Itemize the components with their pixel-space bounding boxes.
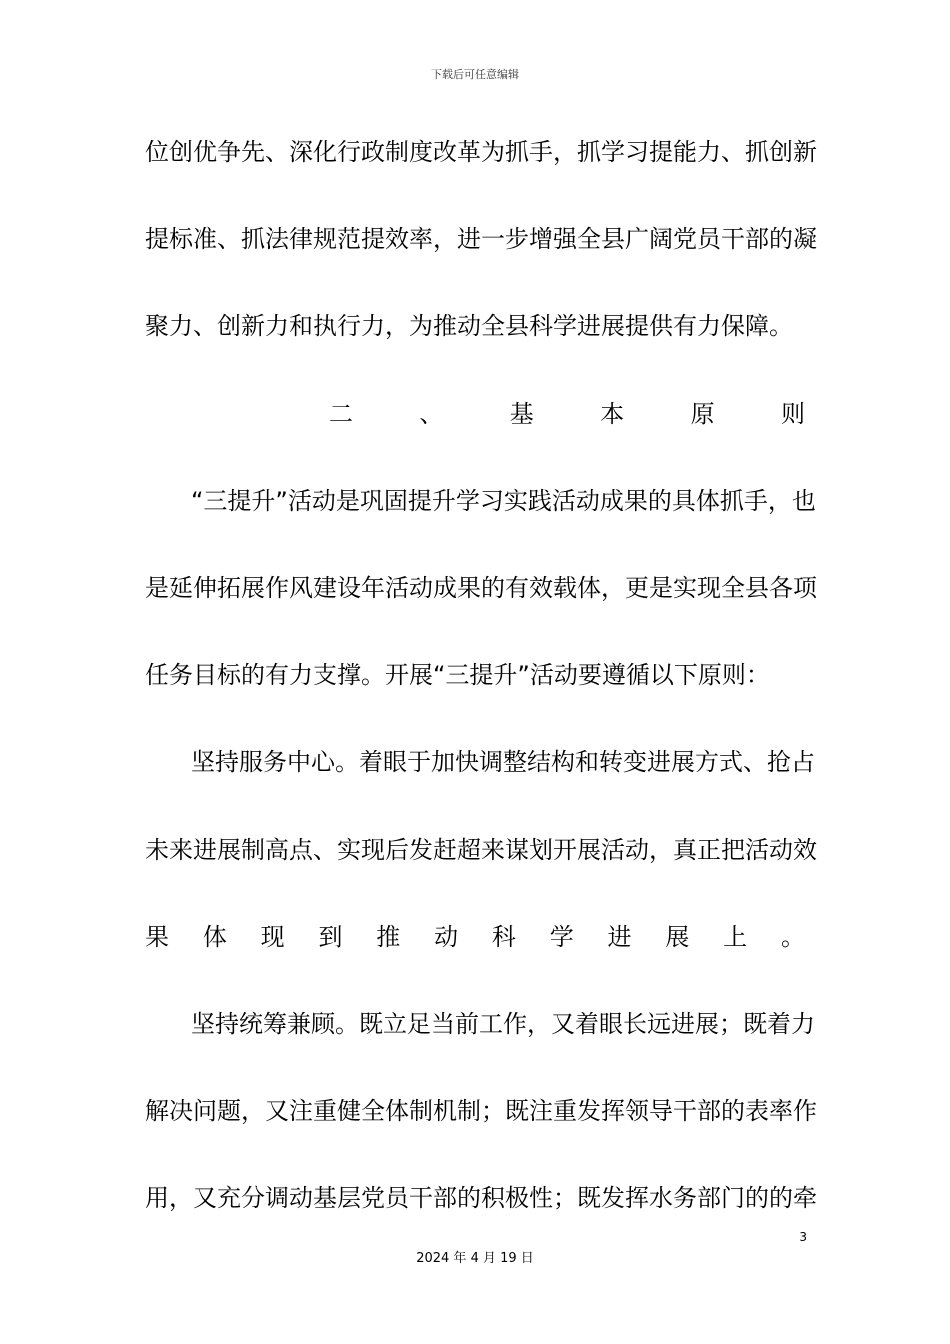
- spread-char: 上: [723, 922, 748, 951]
- spread-char: 展: [665, 922, 690, 951]
- spread-char: 学: [549, 922, 574, 951]
- body-line: “三提升”活动是巩固提升学习实践活动成果的具体抓手，也: [191, 486, 816, 515]
- spread-char: 果: [145, 922, 169, 951]
- spread-char: 推: [376, 922, 401, 951]
- spread-char: 基: [509, 399, 534, 428]
- body-line: 提标准、抓法律规范提效率，进一步增强全县广阔党员干部的凝: [145, 225, 817, 254]
- spread-char: 体: [202, 922, 227, 951]
- spread-char: 则: [780, 399, 805, 428]
- spread-char: 二: [329, 399, 353, 428]
- spread-char: 科: [491, 922, 516, 951]
- body-line: 聚力、创新力和执行力，为推动全县科学进展提供有力保障。: [145, 312, 793, 341]
- spread-char: 本: [600, 399, 625, 428]
- body-line: 解决问题，又注重健全体制机制；既注重发挥领导干部的表率作: [145, 1097, 817, 1126]
- body-line-justified: [145, 913, 805, 1000]
- body-line: 位创优争先、深化行政制度改革为抓手，抓学习提能力、抓创新: [145, 138, 817, 166]
- body-line: 任务目标的有力支撑。开展“三提升”活动要遵循以下原则：: [145, 661, 770, 690]
- spread-char: 现: [260, 922, 285, 951]
- spread-char: 到: [318, 922, 343, 951]
- body-line: 坚持统筹兼顾。既立足当前工作，又着眼长远进展；既着力: [191, 1009, 815, 1038]
- spread-char: 进: [607, 922, 632, 951]
- spread-char: 、: [419, 399, 444, 428]
- page-header: 下载后可任意编辑: [431, 68, 519, 81]
- body-line: 未来进展制高点、实现后发赶超来谋划开展活动，真正把活动效: [145, 835, 817, 864]
- section-heading: [145, 390, 805, 477]
- page-footer-date: 2024 年 4 月 19 日: [416, 1251, 534, 1266]
- page-number: 3: [799, 1230, 807, 1244]
- spread-char: 原: [690, 399, 715, 428]
- document-body: [145, 128, 817, 1261]
- spread-char: 动: [434, 922, 459, 951]
- body-line: 坚持服务中心。着眼于加快调整结构和转变进展方式、抢占: [191, 748, 815, 777]
- spread-char: 。: [780, 922, 805, 951]
- body-line: 用，又充分调动基层党员干部的积极性；既发挥水务部门的的牵: [145, 1184, 817, 1213]
- body-line: 是延伸拓展作风建设年活动成果的有效载体，更是实现全县各项: [145, 573, 817, 602]
